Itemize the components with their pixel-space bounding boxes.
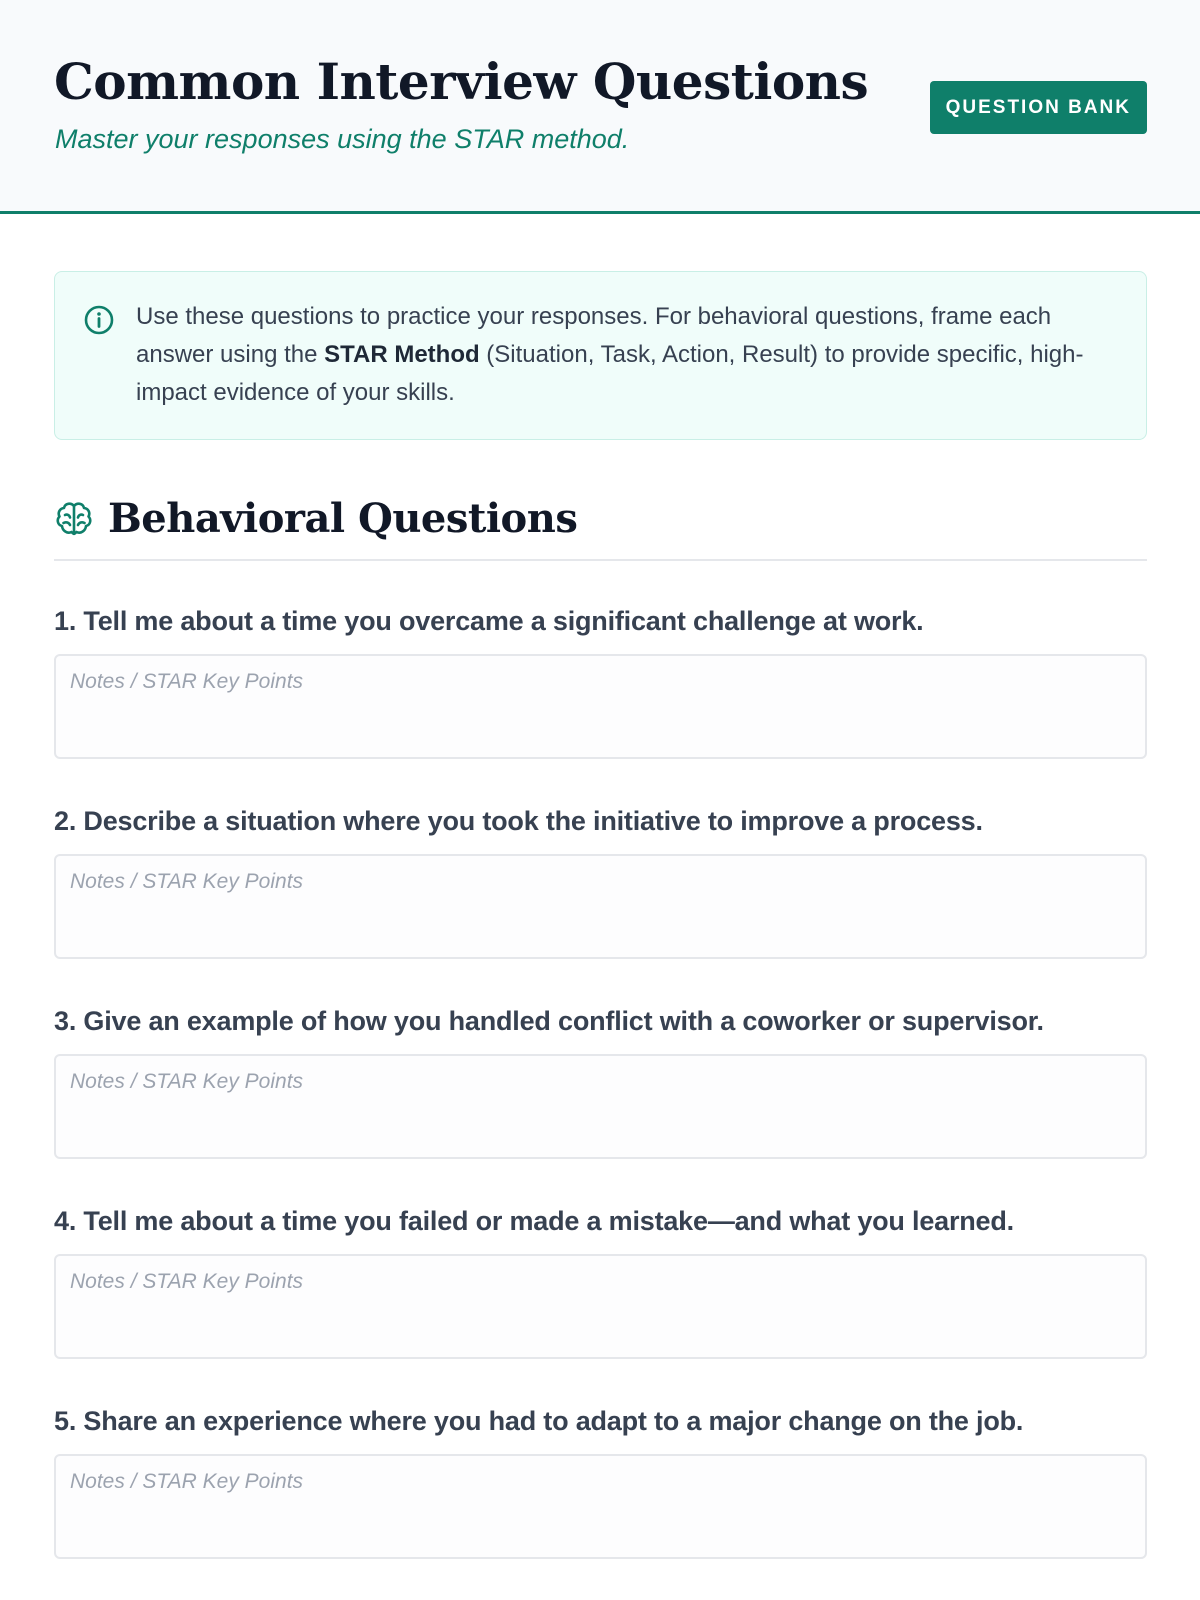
section-title: Behavioral Questions xyxy=(108,495,578,542)
info-text-before: Use these questions to practice your responses. For behavioral questions, frame each answer using the xyxy=(136,303,1052,368)
page-title: Common Interview Questions xyxy=(54,52,869,111)
question-item xyxy=(54,1004,1147,1159)
question-label: 2. Describe a situation where you took the initiative to improve a process. xyxy=(54,806,983,836)
question-label: 1. Tell me about a time you overcame a significant challenge at work. xyxy=(54,606,924,636)
info-callout xyxy=(54,271,1147,440)
question-label: 4. Tell me about a time you failed or made a mistake—and what you learned. xyxy=(54,1206,1014,1236)
question-item xyxy=(54,1204,1147,1359)
section-header-behavioral xyxy=(54,495,1147,561)
question-item xyxy=(54,1404,1147,1559)
info-circle-icon xyxy=(83,304,115,336)
question-label: 5. Share an experience where you had to adapt to a major change on the job. xyxy=(54,1406,1024,1436)
page-header xyxy=(0,0,1200,214)
notes-input[interactable] xyxy=(54,1254,1147,1359)
notes-input[interactable] xyxy=(54,654,1147,759)
info-text-after: (Situation, Task, Action, Result) to provide specific, high-impact evidence of your skills. xyxy=(136,341,1084,406)
question-bank-button[interactable]: QUESTION BANK xyxy=(930,81,1147,134)
notes-input[interactable] xyxy=(54,1454,1147,1559)
brain-icon xyxy=(54,499,94,539)
page-subtitle: Master your responses using the STAR method. xyxy=(55,124,630,154)
question-item xyxy=(54,604,1147,759)
notes-input[interactable] xyxy=(54,854,1147,959)
question-label: 3. Give an example of how you handled conflict with a coworker or supervisor. xyxy=(54,1006,1044,1036)
info-highlight: STAR Method xyxy=(324,341,480,368)
notes-input[interactable] xyxy=(54,1054,1147,1159)
info-text xyxy=(136,298,1106,412)
question-item xyxy=(54,804,1147,959)
